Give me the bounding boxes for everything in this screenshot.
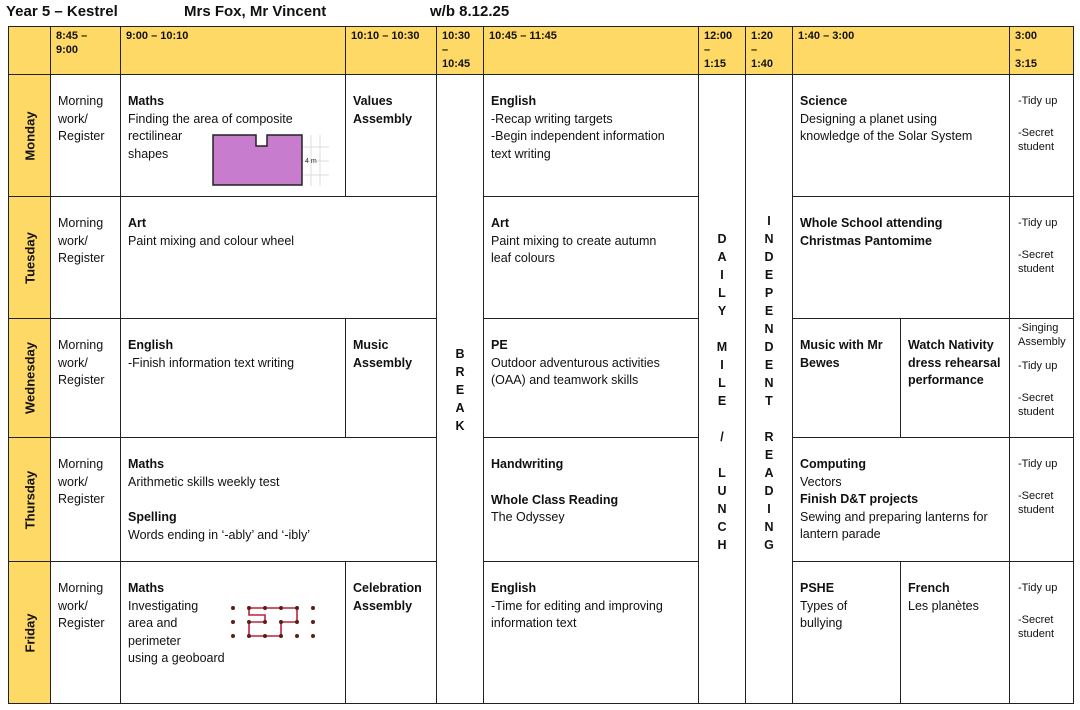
lunch-letter (699, 446, 745, 464)
friday-assembly: Celebration Assembly (345, 561, 437, 704)
lunch-letter (699, 410, 745, 428)
thursday-computing: Computing Vectors Finish D&T projects Sewing and preparing lanterns for lantern parade (792, 437, 1010, 562)
reading-letter: T (765, 394, 773, 408)
day-label-thursday: Thursday (8, 437, 51, 562)
reading-letter: A (764, 466, 774, 480)
class-title: Year 5 – Kestrel (6, 3, 118, 20)
friday-english: English -Time for editing and improving information text (483, 561, 699, 704)
corner-cell (8, 26, 51, 75)
time-header-7: 1:20 – 1:40 (745, 26, 793, 75)
tuesday-art-2: Art Paint mixing to create autumn leaf colours (483, 196, 699, 319)
lunch-letter: D (717, 232, 727, 246)
time-header-6: 12:00 – 1:15 (698, 26, 746, 75)
time-header-5: 10:45 – 11:45 (483, 26, 699, 75)
wednesday-pe: PE Outdoor adventurous activities (OAA) and teamwork skills (483, 318, 699, 438)
lunch-letter: M (716, 340, 728, 354)
day-label-monday: Monday (8, 74, 51, 197)
break-letter: R (455, 365, 465, 379)
break-letter: E (455, 383, 465, 397)
reading-letter: R (764, 430, 774, 444)
time-header-9: 3:00 – 3:15 (1009, 26, 1074, 75)
reading-letter: I (767, 214, 771, 228)
reading-letter: N (764, 232, 774, 246)
break-letter: A (455, 401, 465, 415)
break-column (436, 74, 484, 704)
timetable-grid (8, 26, 1074, 704)
time-header-4: 10:30 – 10:45 (436, 26, 484, 75)
reading-letter: P (764, 286, 774, 300)
register-friday: Morning work/ Register (50, 561, 121, 704)
wednesday-music: Music with Mr Bewes (792, 318, 901, 438)
wednesday-english: English -Finish information text writing (120, 318, 346, 438)
reading-letter: D (764, 250, 774, 264)
wednesday-assembly: Music Assembly (345, 318, 437, 438)
wednesday-nativity: Watch Nativity dress rehearsal performance (900, 318, 1010, 438)
lunch-letter: / (720, 430, 724, 444)
register-wednesday: Morning work/ Register (50, 318, 121, 438)
monday-end-of-day: -Tidy up -Secret student (1009, 74, 1074, 197)
friday-maths: Maths Investigating area and perimeter using a geoboard (120, 561, 346, 704)
time-header-2: 9:00 – 10:10 (120, 26, 346, 75)
friday-pshe: PSHE Types of bullying (792, 561, 901, 704)
tuesday-art: Art Paint mixing and colour wheel (120, 196, 437, 319)
wednesday-end-of-day: -Singing Assembly -Tidy up -Secret student (1009, 318, 1074, 438)
lunch-letter: I (720, 358, 724, 372)
tuesday-end-of-day: -Tidy up -Secret student (1009, 196, 1074, 319)
monday-english: English -Recap writing targets -Begin independent information text writing (483, 74, 699, 197)
reading-letter: E (764, 304, 774, 318)
monday-assembly: Values Assembly (345, 74, 437, 197)
break-letter: B (455, 347, 465, 361)
lunch-letter: L (718, 466, 726, 480)
time-header-1: 8:45 – 9:00 (50, 26, 121, 75)
tuesday-pantomime: Whole School attending Christmas Pantomime (792, 196, 1010, 319)
day-label-friday: Friday (8, 561, 51, 704)
reading-letter: E (764, 448, 774, 462)
composite-shape-diagram (211, 133, 336, 188)
lunch-letter (699, 320, 745, 338)
reading-letter: E (764, 268, 774, 282)
register-thursday: Morning work/ Register (50, 437, 121, 562)
reading-letter: N (764, 376, 774, 390)
reading-letter: N (764, 520, 774, 534)
day-label-tuesday: Tuesday (8, 196, 51, 319)
lunch-letter: C (717, 520, 727, 534)
lunch-column (698, 74, 746, 704)
week-title: w/b 8.12.25 (430, 3, 510, 20)
teachers-title: Mrs Fox, Mr Vincent (184, 3, 327, 20)
reading-letter: I (767, 502, 771, 516)
monday-maths: Maths Finding the area of composite rectilinear shapes 4 m (120, 74, 346, 197)
reading-letter: E (764, 358, 774, 372)
reading-letter: D (764, 484, 774, 498)
register-tuesday: Morning work/ Register (50, 196, 121, 319)
lunch-letter: I (720, 268, 724, 282)
thursday-end-of-day: -Tidy up -Secret student (1009, 437, 1074, 562)
monday-science: Science Designing a planet using knowledge of the Solar System (792, 74, 1010, 197)
reading-letter (746, 410, 792, 428)
reading-letter: N (764, 322, 774, 336)
lunch-letter: Y (717, 304, 727, 318)
friday-end-of-day: -Tidy up -Secret student (1009, 561, 1074, 704)
reading-column (745, 74, 793, 704)
lunch-letter: H (717, 538, 727, 552)
lunch-letter: L (718, 376, 726, 390)
reading-letter: D (764, 340, 774, 354)
lunch-letter: E (717, 394, 727, 408)
thursday-maths-spelling: Maths Arithmetic skills weekly test Spelling Words ending in ‘-ably’ and ‘-ibly’ (120, 437, 437, 562)
time-header-3: 10:10 – 10:30 (345, 26, 437, 75)
register-monday: Morning work/ Register (50, 74, 121, 197)
diagram-dimension-label: 4 m (305, 158, 317, 165)
thursday-reading: Handwriting Whole Class Reading The Odyssey (483, 437, 699, 562)
day-label-wednesday: Wednesday (8, 318, 51, 438)
geoboard-diagram (229, 602, 319, 642)
reading-letter: G (764, 538, 774, 552)
time-header-8: 1:40 – 3:00 (792, 26, 1010, 75)
lunch-letter: U (717, 484, 727, 498)
lunch-letter: A (717, 250, 727, 264)
lunch-letter: L (718, 286, 726, 300)
break-letter: K (455, 419, 465, 433)
friday-french: French Les planètes (900, 561, 1010, 704)
lunch-letter: N (717, 502, 727, 516)
